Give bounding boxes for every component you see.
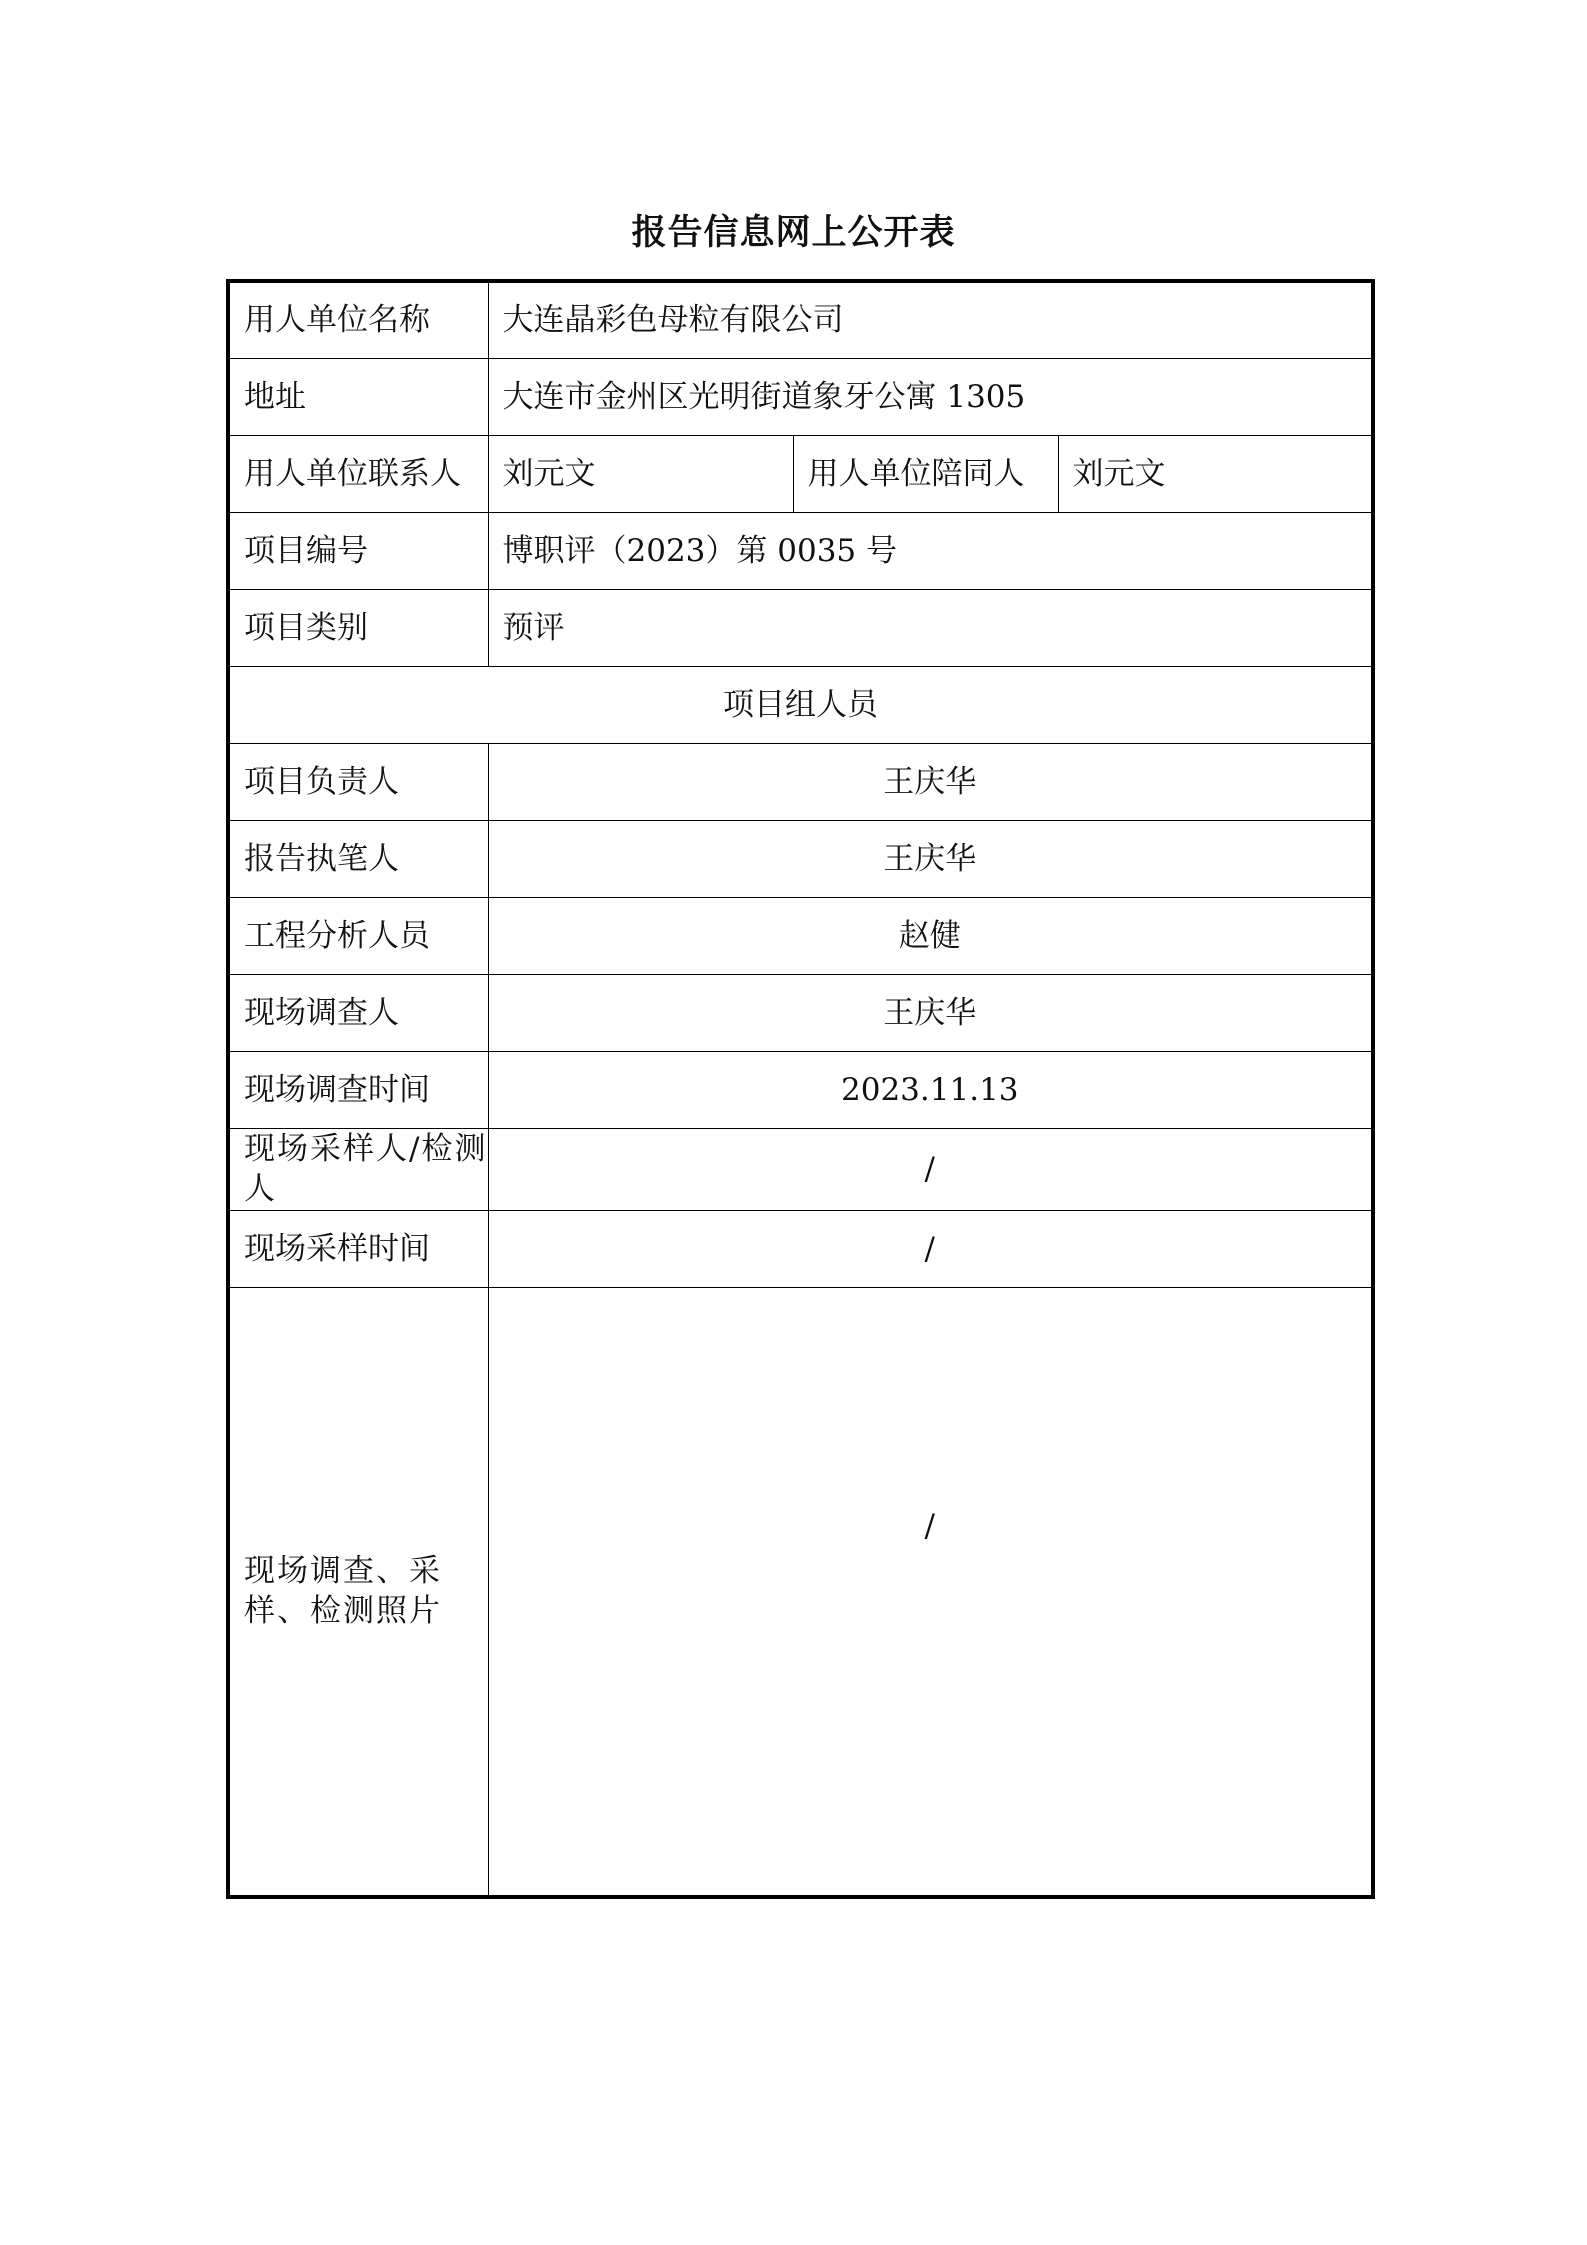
employer-name-value: 大连晶彩色母粒有限公司 [488, 281, 1373, 358]
companion-value: 刘元文 [1058, 435, 1373, 512]
address-value: 大连市金州区光明街道象牙公寓 1305 [488, 358, 1373, 435]
investigation-time-label: 现场调查时间 [228, 1051, 488, 1128]
sampling-time-label: 现场采样时间 [228, 1210, 488, 1287]
address-label: 地址 [228, 358, 488, 435]
team-header: 项目组人员 [228, 666, 1373, 743]
photos-label: 现场调查、采样、检测照片 [228, 1287, 488, 1897]
employer-name-label: 用人单位名称 [228, 281, 488, 358]
row-engineering-analyst [228, 897, 1373, 974]
site-investigator-label: 现场调查人 [228, 974, 488, 1051]
report-info-table [226, 279, 1375, 1899]
project-no-value: 博职评（2023）第 0035 号 [488, 512, 1373, 589]
row-project-no [228, 512, 1373, 589]
contact-value: 刘元文 [488, 435, 793, 512]
row-site-investigator [228, 974, 1373, 1051]
engineering-analyst-label: 工程分析人员 [228, 897, 488, 974]
sampler-value: / [488, 1128, 1373, 1210]
site-investigator-value: 王庆华 [488, 974, 1373, 1051]
sampling-time-value: / [488, 1210, 1373, 1287]
row-contact [228, 435, 1373, 512]
report-writer-label: 报告执笔人 [228, 820, 488, 897]
row-team-header [228, 666, 1373, 743]
project-leader-value: 王庆华 [488, 743, 1373, 820]
row-investigation-time [228, 1051, 1373, 1128]
investigation-time-value: 2023.11.13 [488, 1051, 1373, 1128]
photos-value: / [924, 1508, 935, 1545]
page-title: 报告信息网上公开表 [631, 212, 956, 253]
row-employer-name [228, 281, 1373, 358]
sampler-label: 现场采样人/检测人 [228, 1128, 488, 1210]
row-project-type [228, 589, 1373, 666]
row-project-leader [228, 743, 1373, 820]
project-no-label: 项目编号 [228, 512, 488, 589]
project-type-value: 预评 [488, 589, 1373, 666]
contact-label: 用人单位联系人 [228, 435, 488, 512]
row-address [228, 358, 1373, 435]
project-leader-label: 项目负责人 [228, 743, 488, 820]
row-sampling-time [228, 1210, 1373, 1287]
row-sampler [228, 1128, 1373, 1210]
photos-cell [488, 1287, 1373, 1897]
companion-label: 用人单位陪同人 [793, 435, 1058, 512]
project-type-label: 项目类别 [228, 589, 488, 666]
engineering-analyst-value: 赵健 [488, 897, 1373, 974]
row-report-writer [228, 820, 1373, 897]
row-photos [228, 1287, 1373, 1897]
report-writer-value: 王庆华 [488, 820, 1373, 897]
